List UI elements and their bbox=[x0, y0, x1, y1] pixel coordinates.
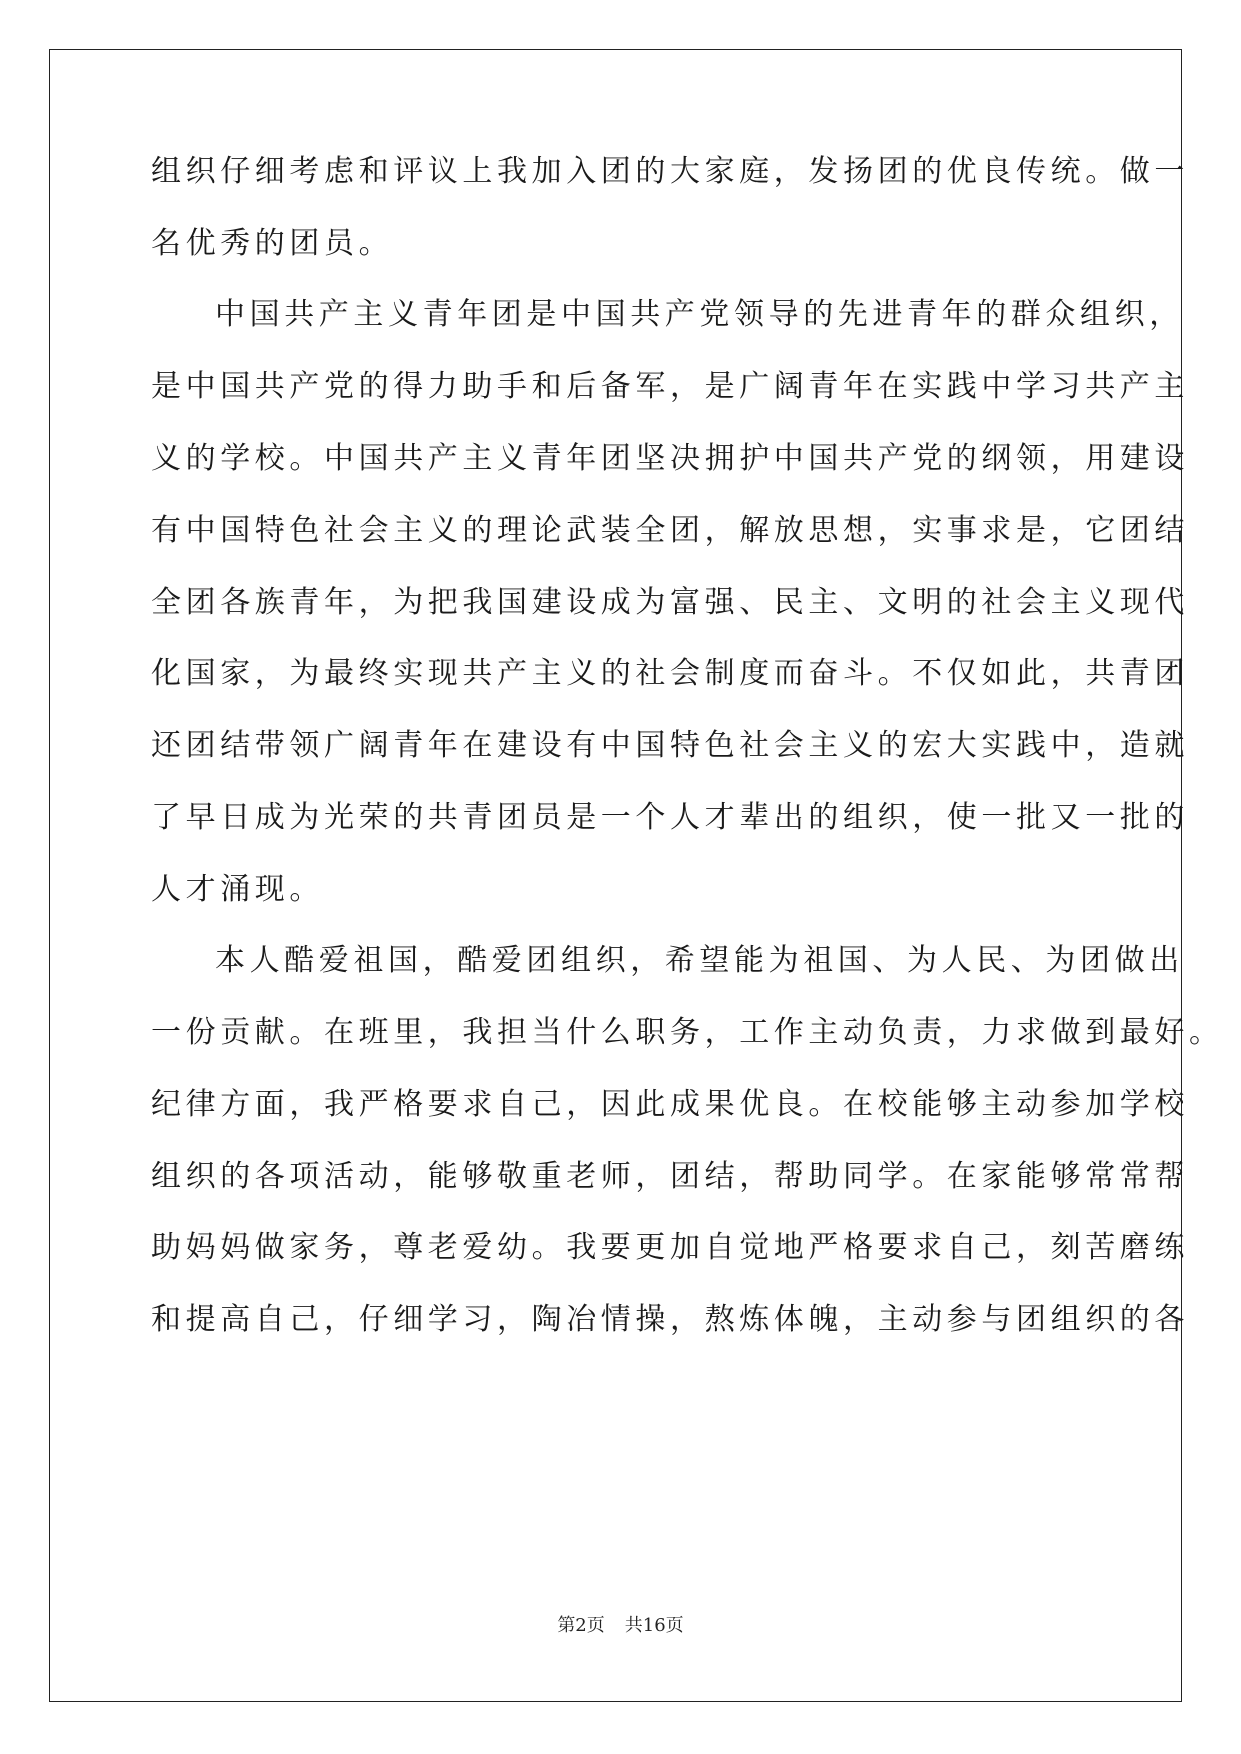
paragraph-first-line: 本人酷爱祖国，酷爱团组织，希望能为祖国、为人民、为团做出 bbox=[215, 943, 1184, 978]
text-line: 全团各族青年，为把我国建设成为富强、民主、文明的社会主义现代 bbox=[151, 585, 1189, 620]
text-line: 人才涌现。 bbox=[151, 872, 324, 907]
text-line: 还团结带领广阔青年在建设有中国特色社会主义的宏大实践中，造就 bbox=[151, 728, 1189, 763]
paragraph-first-line: 中国共产主义青年团是中国共产党领导的先进青年的群众组织， bbox=[215, 297, 1184, 332]
text-line: 了早日成为光荣的共青团员是一个人才辈出的组织，使一批又一批的 bbox=[151, 800, 1189, 835]
text-line: 名优秀的团员。 bbox=[151, 226, 394, 261]
page-footer bbox=[0, 1611, 1241, 1637]
text-line: 纪律方面，我严格要求自己，因此成果优良。在校能够主动参加学校 bbox=[151, 1087, 1189, 1122]
text-line: 一份贡献。在班里，我担当什么职务，工作主动负责，力求做到最好。 bbox=[151, 1015, 1224, 1050]
text-line: 组织仔细考虑和评议上我加入团的大家庭，发扬团的优良传统。做一 bbox=[151, 154, 1189, 189]
text-line: 助妈妈做家务，尊老爱幼。我要更加自觉地严格要求自己，刻苦磨练 bbox=[151, 1230, 1189, 1265]
text-line: 有中国特色社会主义的理论武装全团，解放思想，实事求是，它团结 bbox=[151, 513, 1189, 548]
text-line: 义的学校。中国共产主义青年团坚决拥护中国共产党的纲领，用建设 bbox=[151, 441, 1189, 476]
text-line: 是中国共产党的得力助手和后备军，是广阔青年在实践中学习共产主 bbox=[151, 369, 1189, 404]
page-number: 第2页 bbox=[557, 1615, 605, 1636]
text-line: 组织的各项活动，能够敬重老师，团结，帮助同学。在家能够常常帮 bbox=[151, 1159, 1189, 1194]
page-total: 共16页 bbox=[624, 1615, 684, 1636]
text-line: 和提高自己，仔细学习，陶冶情操，熬炼体魄，主动参与团组织的各 bbox=[151, 1302, 1189, 1337]
text-line: 化国家，为最终实现共产主义的社会制度而奋斗。不仅如此，共青团 bbox=[151, 656, 1189, 691]
